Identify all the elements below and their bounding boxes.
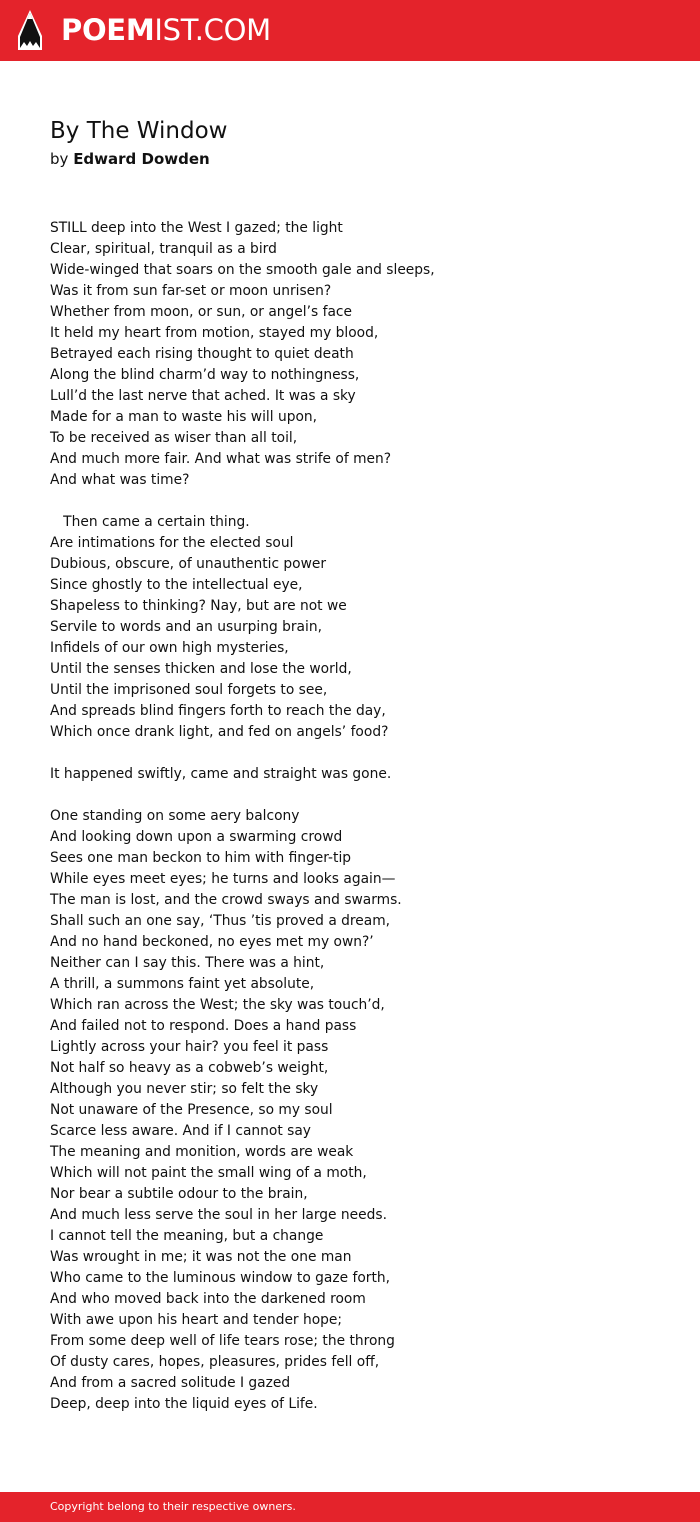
poem-line: And who moved back into the darkened room — [50, 1291, 366, 1307]
poem-stanza — [50, 764, 670, 785]
poem-line: Deep, deep into the liquid eyes of Life. — [50, 1396, 318, 1412]
poem-line: And much more fair. And what was strife of men? — [50, 451, 392, 467]
poem-line: To be received as wiser than all toil, — [50, 430, 298, 446]
site-logo-text — [61, 10, 271, 50]
poem-line: Dubious, obscure, of unauthentic power — [50, 556, 327, 572]
copyright-text: Copyright belong to their respective owners. — [50, 1500, 296, 1513]
poem-line: And from a sacred solitude I gazed — [50, 1375, 291, 1391]
poem-line: Whether from moon, or sun, or angel’s face — [50, 304, 352, 320]
poem-line: Until the senses thicken and lose the world, — [50, 661, 352, 677]
poem-line: While eyes meet eyes; he turns and looks again— — [50, 871, 396, 887]
poem-line: And what was time? — [50, 472, 190, 488]
poem-line: Made for a man to waste his will upon, — [50, 409, 318, 425]
poem-line: Shall such an one say, ‘Thus ’tis proved a dream, — [50, 913, 391, 929]
poem-line: Was it from sun far-set or moon unrisen? — [50, 283, 332, 299]
poem-line: And looking down upon a swarming crowd — [50, 829, 343, 845]
poem-line: Since ghostly to the intellectual eye, — [50, 577, 303, 593]
logo-bold-text: POEM — [61, 13, 155, 47]
poem-line: Sees one man beckon to him with finger-tip — [50, 850, 352, 866]
poem-stanza — [50, 218, 670, 491]
site-header — [0, 0, 700, 61]
poem-line: Shapeless to thinking? Nay, but are not we — [50, 598, 347, 614]
poem-line: It held my heart from motion, stayed my blood, — [50, 325, 379, 341]
poem-line: Scarce less aware. And if I cannot say — [50, 1123, 311, 1139]
poem-line: STILL deep into the West I gazed; the light — [50, 220, 343, 236]
poem-title: By The Window — [50, 118, 228, 144]
poem-line: Neither can I say this. There was a hint, — [50, 955, 325, 971]
poem-line: Then came a certain thing. — [50, 514, 250, 530]
poem-line: And spreads blind fingers forth to reach the day, — [50, 703, 386, 719]
poem-line: Not unaware of the Presence, so my soul — [50, 1102, 333, 1118]
pencil-tip-icon — [18, 10, 42, 50]
poem-line: Although you never stir; so felt the sky — [50, 1081, 319, 1097]
poem-line: Which ran across the West; the sky was touch’d, — [50, 997, 385, 1013]
poem-byline — [50, 148, 210, 170]
poem-line: Lull’d the last nerve that ached. It was a sky — [50, 388, 356, 404]
poem-line: Wide-winged that soars on the smooth gale and sleeps, — [50, 262, 435, 278]
poem-line: And much less serve the soul in her large needs. — [50, 1207, 387, 1223]
poem-line: Clear, spiritual, tranquil as a bird — [50, 241, 277, 257]
poem-body — [50, 218, 670, 1436]
poem-line: One standing on some aery balcony — [50, 808, 300, 824]
poem-line: Not half so heavy as a cobweb’s weight, — [50, 1060, 329, 1076]
poem-line: Which once drank light, and fed on angels’ food? — [50, 724, 389, 740]
site-footer — [0, 1492, 700, 1522]
poem-line: From some deep well of life tears rose; the throng — [50, 1333, 395, 1349]
poem-line: Who came to the luminous window to gaze forth, — [50, 1270, 390, 1286]
poem-line: Are intimations for the elected soul — [50, 535, 294, 551]
poem-line: It happened swiftly, came and straight was gone. — [50, 766, 392, 782]
poem-line: Nor bear a subtile odour to the brain, — [50, 1186, 308, 1202]
poem-line: Was wrought in me; it was not the one man — [50, 1249, 352, 1265]
author-link[interactable]: Edward Dowden — [73, 150, 210, 168]
site-logo-link[interactable] — [18, 10, 271, 50]
poem-line: Of dusty cares, hopes, pleasures, prides fell off, — [50, 1354, 380, 1370]
poem-line: Along the blind charm’d way to nothingness, — [50, 367, 360, 383]
poem-line: The meaning and monition, words are weak — [50, 1144, 354, 1160]
poem-line: The man is lost, and the crowd sways and swarms. — [50, 892, 402, 908]
poem-line: Which will not paint the small wing of a moth, — [50, 1165, 367, 1181]
poem-line: Infidels of our own high mysteries, — [50, 640, 289, 656]
poem-stanza — [50, 806, 670, 1415]
poem-line: With awe upon his heart and tender hope; — [50, 1312, 343, 1328]
poem-line: Servile to words and an usurping brain, — [50, 619, 322, 635]
poem-line: And failed not to respond. Does a hand pass — [50, 1018, 357, 1034]
poem-line: A thrill, a summons faint yet absolute, — [50, 976, 315, 992]
poem-line: Lightly across your hair? you feel it pass — [50, 1039, 329, 1055]
poem-line: I cannot tell the meaning, but a change — [50, 1228, 324, 1244]
poem-line: Until the imprisoned soul forgets to see, — [50, 682, 328, 698]
logo-light-text: IST.COM — [154, 13, 271, 47]
poem-line: Betrayed each rising thought to quiet death — [50, 346, 354, 362]
byline-prefix: by — [50, 150, 69, 168]
poem-stanza — [50, 512, 670, 743]
poem-line: And no hand beckoned, no eyes met my own?’ — [50, 934, 374, 950]
